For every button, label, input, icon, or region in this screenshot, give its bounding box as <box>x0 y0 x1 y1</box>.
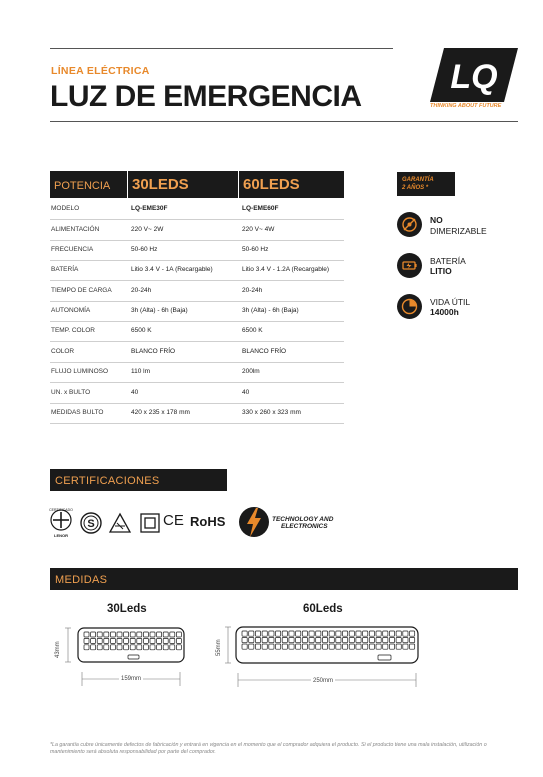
led-cell <box>376 638 381 643</box>
led-cell <box>336 644 341 649</box>
certifications-header <box>50 469 227 491</box>
led-cell <box>176 632 181 637</box>
certifications-title: CERTIFICACIONES <box>55 475 160 487</box>
warranty-line1: GARANTÍA <box>402 177 434 183</box>
led-cell <box>349 631 354 636</box>
led-cell <box>157 632 162 637</box>
double-insulation-icon <box>140 513 160 533</box>
ce-mark: CE <box>163 512 184 529</box>
led-cell <box>356 631 361 636</box>
led-cell <box>242 644 247 649</box>
led-cell <box>137 632 142 637</box>
spec-value-60: 200lm <box>242 368 260 375</box>
measures-title: MEDIDAS <box>55 574 108 586</box>
spec-value-30: 420 x 235 x 178 mm <box>131 409 190 416</box>
led-cell <box>150 632 155 637</box>
led-cell <box>91 632 96 637</box>
spec-table-header <box>50 171 344 198</box>
led-cell <box>282 644 287 649</box>
spec-row <box>50 321 344 342</box>
spec-value-30: LQ-EME30F <box>131 205 168 212</box>
led-cell <box>104 632 109 637</box>
spec-label: ALIMENTACIÓN <box>51 226 100 233</box>
feature-value: 14000h <box>430 307 459 317</box>
led-cell <box>117 632 122 637</box>
led-cell <box>396 631 401 636</box>
spec-label: MEDIDAS BULTO <box>51 409 104 416</box>
product-line: LÍNEA ELÉCTRICA <box>51 65 150 77</box>
warranty-badge <box>397 172 455 196</box>
led-cell <box>363 638 368 643</box>
led-cell <box>389 638 394 643</box>
spec-value-30: 3h (Alta) - 6h (Baja) <box>131 307 188 314</box>
led-cell <box>84 645 89 650</box>
led-cell <box>276 644 281 649</box>
tech-label-2: ELECTRONICS <box>281 523 328 530</box>
spec-value-30: 110 lm <box>131 368 151 375</box>
spec-label: BATERÍA <box>51 266 79 273</box>
led-cell <box>124 638 129 643</box>
led-cell <box>296 638 301 643</box>
spec-value-30: 220 V~ 2W <box>131 226 164 233</box>
led-cell <box>163 645 168 650</box>
lamp-title-60: 60Leds <box>303 603 343 615</box>
led-cell <box>343 638 348 643</box>
led-cell <box>410 638 415 643</box>
spec-row <box>50 362 344 383</box>
warranty-footnote: *La garantía cubre únicamente defectos de fabricación y entrará en vigencia en el momento que el comprador adquiera el producto. Si el producto tiene una mala instalación, utilización o mantenimiento será absoluta responsabilidad por parte del comprador. <box>50 742 487 755</box>
led-cell <box>322 644 327 649</box>
header-60leds: 60LEDS <box>243 176 300 193</box>
led-cell <box>289 644 294 649</box>
brand-logo <box>430 48 518 102</box>
led-cell <box>316 644 321 649</box>
led-cell <box>309 631 314 636</box>
led-cell <box>124 632 129 637</box>
led-cell <box>296 631 301 636</box>
led-cell <box>383 631 388 636</box>
spec-value-30: Litio 3.4 V - 1A (Recargable) <box>131 266 213 273</box>
spec-row <box>50 342 344 363</box>
s-mark-icon <box>80 512 102 534</box>
spec-value-30: 20-24h <box>131 287 152 294</box>
led-cell <box>276 631 281 636</box>
spec-row <box>50 281 344 302</box>
led-cell <box>262 638 267 643</box>
header-label: POTENCIA <box>54 180 111 192</box>
led-cell <box>262 644 267 649</box>
led-cell <box>137 645 142 650</box>
led-cell <box>110 645 115 650</box>
led-cell <box>117 638 122 643</box>
led-cell <box>369 638 374 643</box>
led-cell <box>289 631 294 636</box>
spec-value-60: BLANCO FRÍO <box>242 348 287 355</box>
led-cell <box>396 638 401 643</box>
led-cell <box>403 644 408 649</box>
led-cell <box>336 631 341 636</box>
clock-icon <box>397 294 422 319</box>
led-cell <box>369 631 374 636</box>
technology-lightning-icon <box>238 504 270 540</box>
led-cell <box>363 644 368 649</box>
led-cell <box>383 638 388 643</box>
led-cell <box>282 638 287 643</box>
led-cell <box>170 645 175 650</box>
height-label-60: 55mm <box>216 639 222 656</box>
spec-label: UN. x BULTO <box>51 389 91 396</box>
led-cell <box>356 638 361 643</box>
spec-row <box>50 199 344 220</box>
led-cell <box>269 631 274 636</box>
spec-value-60: 3h (Alta) - 6h (Baja) <box>242 307 299 314</box>
led-cell <box>329 631 334 636</box>
lenor-certified-icon <box>48 506 74 542</box>
svg-text:S: S <box>87 518 95 530</box>
brand-tagline: THINKING ABOUT FUTURE <box>430 103 502 109</box>
spec-row <box>50 403 344 424</box>
led-cell <box>369 644 374 649</box>
led-cell <box>276 638 281 643</box>
led-cell <box>170 638 175 643</box>
led-cell <box>163 632 168 637</box>
led-cell <box>316 638 321 643</box>
led-cell <box>170 632 175 637</box>
spec-value-30: 50-60 Hz <box>131 246 158 253</box>
led-cell <box>242 638 247 643</box>
led-cell <box>316 631 321 636</box>
spec-value-30: BLANCO FRÍO <box>131 348 176 355</box>
top-rule <box>50 48 393 49</box>
led-cell <box>143 632 148 637</box>
led-cell <box>269 644 274 649</box>
svg-text:LENOR: LENOR <box>54 533 68 538</box>
led-cell <box>110 638 115 643</box>
led-cell <box>176 638 181 643</box>
led-cell <box>163 638 168 643</box>
svg-text:CERTIFICADO: CERTIFICADO <box>49 508 73 512</box>
rohs-mark: RoHS <box>190 514 226 529</box>
header-30leds: 30LEDS <box>132 176 189 193</box>
led-cell <box>349 638 354 643</box>
led-cell <box>376 631 381 636</box>
led-cell <box>269 638 274 643</box>
tech-label-1: TECHNOLOGY AND <box>272 516 334 523</box>
led-cell <box>157 638 162 643</box>
led-cell <box>150 638 155 643</box>
led-cell <box>349 644 354 649</box>
led-cell <box>389 631 394 636</box>
measures-header <box>50 568 518 590</box>
led-cell <box>249 631 254 636</box>
led-cell <box>130 632 135 637</box>
led-cell <box>329 644 334 649</box>
led-cell <box>97 632 102 637</box>
no-dimmable-icon <box>397 212 422 237</box>
led-cell <box>242 631 247 636</box>
led-cell <box>322 631 327 636</box>
warranty-line2: 2 AÑOS * <box>402 185 429 191</box>
width-label-60: 250mm <box>313 678 334 684</box>
led-cell <box>84 632 89 637</box>
led-cell <box>157 645 162 650</box>
feature-value: LITIO <box>430 266 452 276</box>
led-cell <box>124 645 129 650</box>
feature-label: BATERÍA <box>430 256 466 266</box>
warning-triangle-icon <box>108 512 132 534</box>
led-cell <box>383 644 388 649</box>
spec-row <box>50 260 344 281</box>
title-rule <box>50 121 518 122</box>
spec-label: COLOR <box>51 348 75 355</box>
spec-value-60: Litio 3.4 V - 1.2A (Recargable) <box>242 266 330 273</box>
spec-value-60: 330 x 260 x 323 mm <box>242 409 301 416</box>
feature-value: DIMERIZABLE <box>430 226 487 236</box>
led-cell <box>249 638 254 643</box>
led-cell <box>336 638 341 643</box>
spec-value-60: 6500 K <box>242 327 263 334</box>
spec-label: TIEMPO DE CARGA <box>51 287 112 294</box>
led-cell <box>410 644 415 649</box>
led-cell <box>91 638 96 643</box>
led-cell <box>296 644 301 649</box>
led-cell <box>143 638 148 643</box>
led-cell <box>255 644 260 649</box>
spec-value-60: 20-24h <box>242 287 263 294</box>
feature-label: NO <box>430 215 443 225</box>
spec-value-60: 50-60 Hz <box>242 246 269 253</box>
led-cell <box>104 638 109 643</box>
led-cell <box>363 631 368 636</box>
led-cell <box>322 638 327 643</box>
led-cell <box>282 631 287 636</box>
spec-value-60: 220 V~ 4W <box>242 226 275 233</box>
led-cell <box>289 638 294 643</box>
led-cell <box>255 631 260 636</box>
led-cell <box>376 644 381 649</box>
led-cell <box>130 645 135 650</box>
led-cell <box>110 632 115 637</box>
led-cell <box>302 631 307 636</box>
spec-value-60: 40 <box>242 389 250 396</box>
spec-value-30: 6500 K <box>131 327 152 334</box>
led-cell <box>302 644 307 649</box>
header-divider <box>238 171 239 198</box>
led-cell <box>343 631 348 636</box>
led-cell <box>150 645 155 650</box>
led-cell <box>249 644 254 649</box>
width-label-30: 159mm <box>121 676 142 682</box>
battery-icon <box>397 253 422 278</box>
spec-label: FRECUENCIA <box>51 246 94 253</box>
led-cell <box>302 638 307 643</box>
height-label-30: 43mm <box>55 641 61 658</box>
spec-label: AUTONOMÍA <box>51 307 91 314</box>
led-cell <box>176 645 181 650</box>
lamp-title-30: 30Leds <box>107 603 147 615</box>
spec-row <box>50 240 344 261</box>
spec-row <box>50 383 344 404</box>
lamp-30leds-drawing <box>40 624 190 694</box>
spec-value-60: LQ-EME60F <box>242 205 279 212</box>
feature-label: VIDA ÚTIL <box>430 297 471 307</box>
spec-label: FLUJO LUMINOSO <box>51 368 109 375</box>
page-title: LUZ DE EMERGENCIA <box>50 80 362 113</box>
led-cell <box>389 644 394 649</box>
spec-value-30: 40 <box>131 389 139 396</box>
spec-row <box>50 220 344 241</box>
spec-label: TEMP. COLOR <box>51 327 95 334</box>
led-cell <box>255 638 260 643</box>
led-cell <box>356 644 361 649</box>
svg-text:LQ: LQ <box>450 58 498 96</box>
led-cell <box>117 645 122 650</box>
led-cell <box>97 638 102 643</box>
spec-label: MODELO <box>51 205 80 212</box>
led-cell <box>309 644 314 649</box>
led-cell <box>329 638 334 643</box>
led-cell <box>137 638 142 643</box>
led-cell <box>403 638 408 643</box>
led-cell <box>130 638 135 643</box>
led-cell <box>91 645 96 650</box>
led-cell <box>104 645 109 650</box>
led-cell <box>84 638 89 643</box>
led-cell <box>97 645 102 650</box>
led-cell <box>396 644 401 649</box>
led-cell <box>309 638 314 643</box>
led-cell <box>403 631 408 636</box>
led-cell <box>410 631 415 636</box>
spec-row <box>50 301 344 322</box>
led-cell <box>262 631 267 636</box>
led-cell <box>343 644 348 649</box>
led-cell <box>143 645 148 650</box>
header-divider <box>127 171 128 198</box>
